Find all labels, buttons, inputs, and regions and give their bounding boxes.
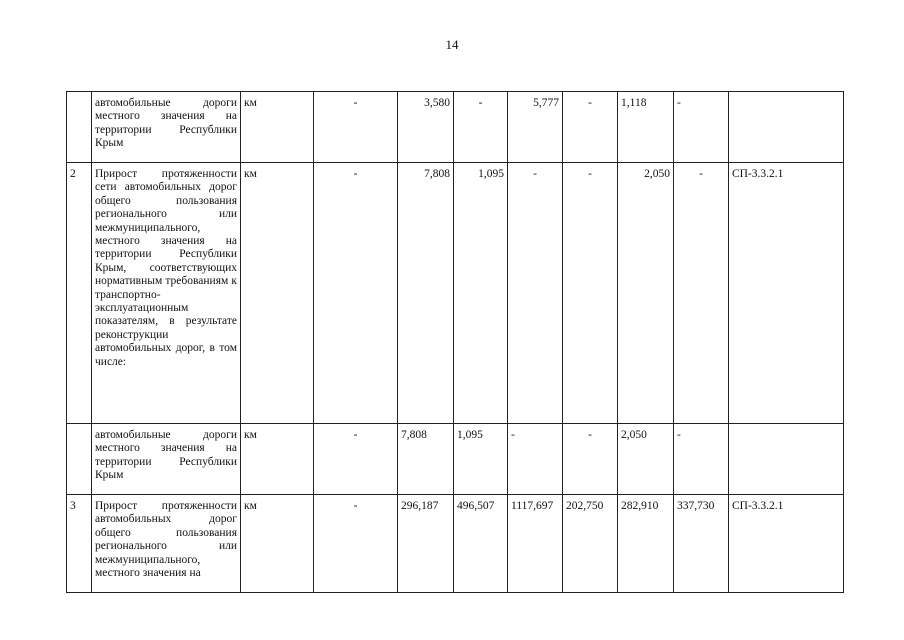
value-cell: - [314, 424, 398, 495]
unit-cell: км [241, 495, 314, 593]
code-cell [729, 424, 844, 495]
value-cell: 7,808 [398, 424, 454, 495]
table-row [67, 163, 844, 424]
value-cell: 296,187 [398, 495, 454, 593]
value-cell: - [314, 163, 398, 424]
code-cell: СП-3.3.2.1 [729, 495, 844, 593]
value-cell: - [314, 495, 398, 593]
value-cell: 1,095 [454, 424, 508, 495]
value-cell: - [563, 92, 618, 163]
row-number-cell: 2 [67, 163, 92, 424]
value-cell: - [508, 424, 563, 495]
row-number-cell: 3 [67, 495, 92, 593]
description-cell: автомобильные дороги местного значения на территории Республики Крым [92, 424, 241, 495]
value-cell: 1,095 [454, 163, 508, 424]
row-number-cell [67, 92, 92, 163]
unit-cell: км [241, 163, 314, 424]
value-cell: - [508, 163, 563, 424]
value-cell: 337,730 [674, 495, 729, 593]
value-cell: - [563, 424, 618, 495]
code-cell [729, 92, 844, 163]
code-cell: СП-3.3.2.1 [729, 163, 844, 424]
unit-cell: км [241, 92, 314, 163]
value-cell: 282,910 [618, 495, 674, 593]
value-cell: 1117,697 [508, 495, 563, 593]
value-cell: - [674, 92, 729, 163]
table-row [67, 495, 844, 593]
description-cell: Прирост протяженности автомобильных дорог общего пользования регионального или межмуниципального, местного значения на [92, 495, 241, 593]
value-cell: - [454, 92, 508, 163]
value-cell: - [563, 163, 618, 424]
table-row [67, 424, 844, 495]
description-cell: Прирост протяженности сети автомобильных дорог общего пользования регионального или межмуниципального, местного значения на территории Республики Крым, соответствующих нормативным требованиям к транспортно-эксплуатационным показателям, в результате реконструкции автомобильных дорог, в том числе: [92, 163, 241, 424]
value-cell: - [674, 424, 729, 495]
description-cell: автомобильные дороги местного значения на территории Республики Крым [92, 92, 241, 163]
page-number: 14 [445, 37, 459, 52]
row-number-cell [67, 424, 92, 495]
value-cell: 7,808 [398, 163, 454, 424]
indicators-table [66, 91, 844, 593]
value-cell: 202,750 [563, 495, 618, 593]
value-cell: 496,507 [454, 495, 508, 593]
value-cell: - [314, 92, 398, 163]
value-cell: 1,118 [618, 92, 674, 163]
unit-cell: км [241, 424, 314, 495]
value-cell: 2,050 [618, 424, 674, 495]
value-cell: 5,777 [508, 92, 563, 163]
value-cell: 2,050 [618, 163, 674, 424]
value-cell: 3,580 [398, 92, 454, 163]
table-row [67, 92, 844, 163]
value-cell: - [674, 163, 729, 424]
